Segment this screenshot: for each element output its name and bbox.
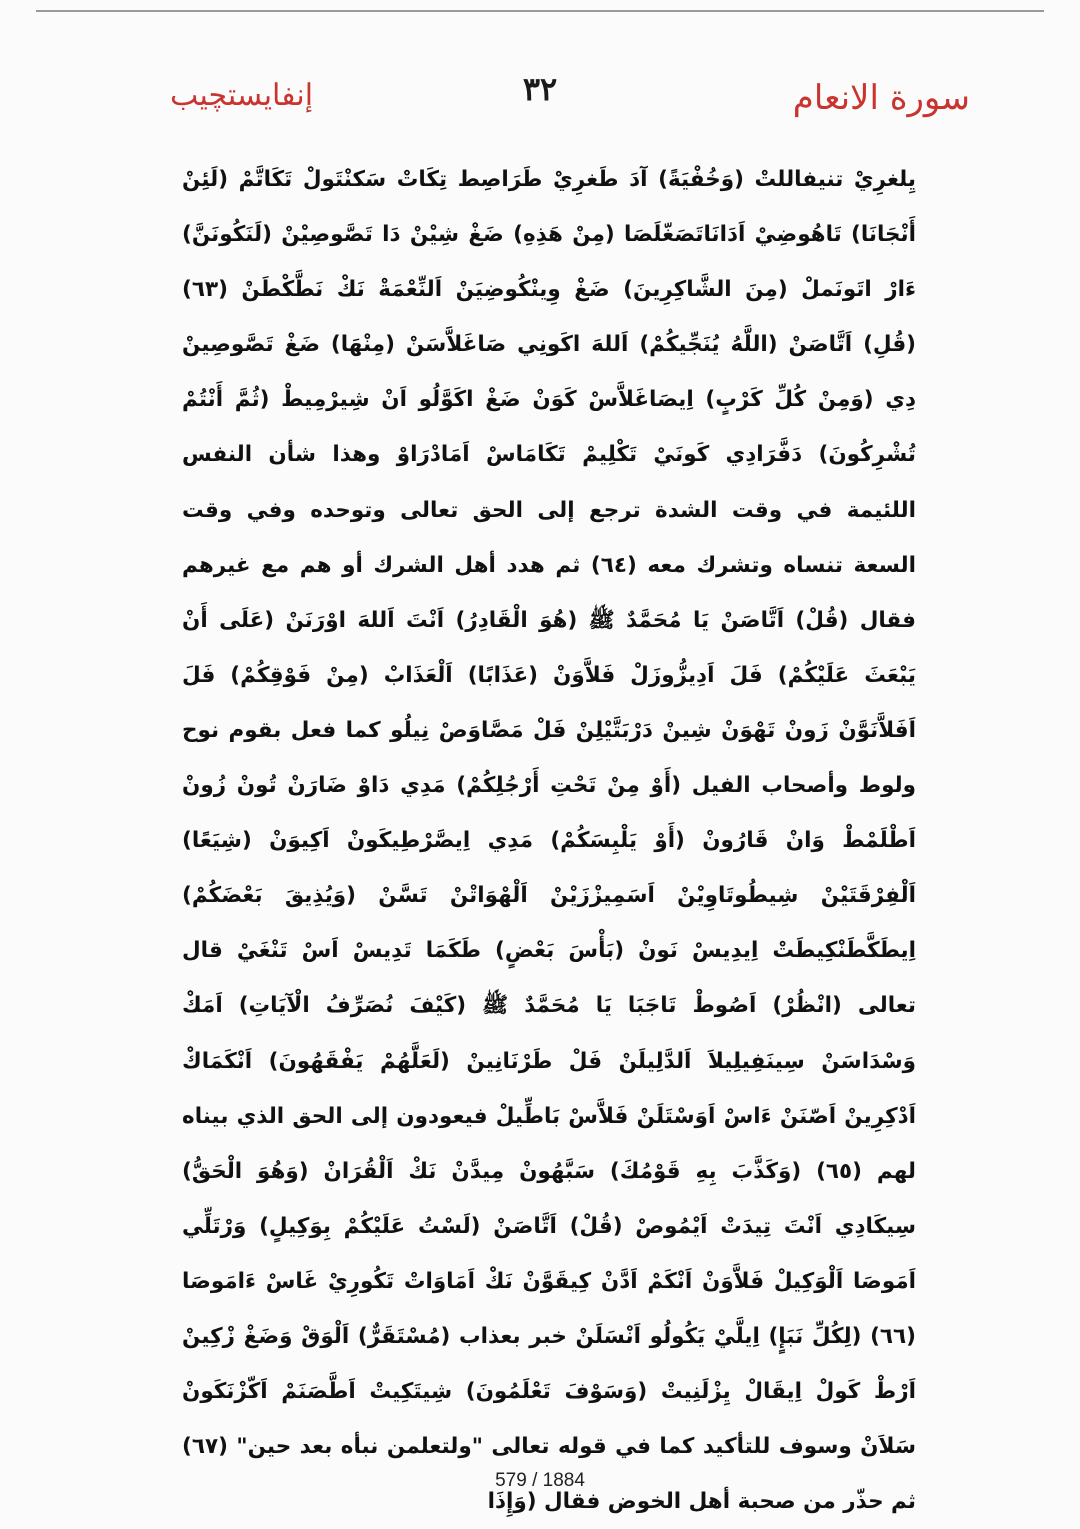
- page-header: [0, 70, 1080, 140]
- surah-title: سورة الانعام: [792, 78, 970, 118]
- header-left-title: إنفايستچيب: [170, 78, 314, 113]
- page-number: ٣٢: [522, 70, 558, 108]
- page-body-text: يِلغرِيْ تنيفاللتْ (وَخُفْيَةً) آدَ طَغرِيْ طَرَاصِط تِكَاتْ سَكنْتَولْ تَكَاتَّمْ (لَئِنْ أَنْجَانَا) تَاهُوضِيْ اَدَانَاتَصَغّلَصَا (مِنْ هَذِهِ) ضَغْ شِيْنْ دَا تَصَّوصِيْنْ (لَنَكُونَنَّ) ءَارْ اتَونَملْ (مِنَ الشَّاكِرِينَ) ضَغْ وِينْكُوضِيَنْ اَلنِّعْمَةْ نَكْ نَطَّكْطَنْ (٦٣) (قُلِ) اَتَّاصَنْ (اللَّهُ يُنَجِّيكُمْ) اَللهَ اكَونِي صَاغَلاَّسَنْ (مِنْهَا) ضَغْ تَصَّوصِينْ دِي (وَمِنْ كُلِّ كَرْبٍ) اِيصَاغَلاَّسْ كَوَنْ ضَغْ اكَوَّلُو اَنْ شِيرْمِيطْ (ثُمَّ أَنْتُمْ تُشْرِكُونَ) دَفَّرَادِي كَونَيْ تَكْلِيمْ تَكَامَاسْ اَمَادْرَاوْ وهذا شأن النفس اللئيمة في وقت الشدة ترجع إلى الحق تعالى وتوحده وفي وقت السعة تنساه وتشرك معه (٦٤) ثم هدد أهل الشرك أو هم مع غيرهم فقال (قُلْ) اَتَّاصَنْ يَا مُحَمَّدٌ ﷺ (هُوَ الْقَادِرُ) اَنْتَ اَللهَ اوْرَنَنْ (عَلَى أَنْ يَبْعَثَ عَلَيْكُمْ) فَلَ اَدِيزُّوزَلْ فَلاَّوَنْ (عَذَابًا) اَلْعَذَابْ (مِنْ فَوْقِكُمْ) فَلَ اَفَلاَّنَوَّنْ زَونْ تَهْوَنْ شِينْ دَرْبَتَّيْلِنْ فَلْ مَصَّاوَصْ نِيلُو كما فعل بقوم نوح ولوط وأصحاب الفيل (أَوْ مِنْ تَحْتِ أَرْجُلِكُمْ) مَدِي دَاوْ ضَارَنْ تُونْ زُونْ اَطْلَمْطْ وَانْ قَارُونْ (أَوْ يَلْبِسَكُمْ) مَدِي اِيصَّرْطِيكَونْ اَكِيوَنْ (شِيَعًا) اَلْفِرْقَتَيْنْ شِيطُوتَاوِيْنْ اَسَمِيزْزَيْنْ اَلْهْوَاتْنْ تَسَّنْ (وَيُذِيقَ بَعْضَكُمْ) اِيطَكَّطَنْكِيطَتْ اِيدِيسْ نَونْ (بَأْسَ بَعْضٍ) طَكَمَا تَدِيسْ اَسْ تَنْغَيْ قال تعالى (انْظُرْ) اَصُوطْ تَاجَبَا يَا مُحَمَّدٌ ﷺ (كَيْفَ نُصَرِّفُ الْآيَاتِ) اَمَكْ وَسْدَاسَنْ سِينَفِيلِيلاَ اَلدَّلِيلَنْ فَلْ طَرْنَانِينْ (لَعَلَّهُمْ يَفْقَهُونَ) اَنْكَمَاكْ اَدْكِرِينْ اَصّنَنْ ءَاسْ اَوَسْتَلَنْ فَلاَّسْ بَاطِّيلْ فيعودون إلى الحق الذي بيناه لهم (٦٥) (وَكَذَّبَ بِهِ قَوْمُكَ) سَبَّهُونْ مِيدَّنْ نَكْ اَلْقُرَانْ (وَهُوَ الْحَقُّ) سِيكَادِي اَنْتَ تِيدَتْ اَيْمُوصْ (قُلْ) اَتَّاصَنْ (لَسْتُ عَلَيْكُمْ بِوَكِيلٍ) وَرْتَلِّي اَمَوصَا اَلْوَكِيلْ فَلاَّوَنْ اَنْكَمْ اَدَّنْ كِيقَوَّنْ نَكْ اَمَاوَاتْ تَكُورِيْ غَاسْ ءَامَوصَا (٦٦) (لِكُلِّ نَبَإٍ) اِيلَّيْ يَكُولُو اَنْسَلَنْ خبر بعذاب (مُسْتَقَرٌّ) اَلْوَقْ وَضَغْ زْكِينْ اَرْطْ كَولْ اِيقَالْ يِزْلَنِيتْ (وَسَوْفَ تَعْلَمُونَ) شِيتَكِيتْ اَطَّصَنَمْ اَكّزْنَكَونْ سَلاَنْ وسوف للتأكيد كما في قوله تعالى "ولتعلمن نبأه بعد حين" (٦٧) ثم حذّر من صحبة أهل الخوض فقال (وَإِذَا: [182, 167, 916, 1515]
- page-counter: 579 / 1884: [495, 1470, 585, 1491]
- page-top-edge: [36, 0, 1044, 12]
